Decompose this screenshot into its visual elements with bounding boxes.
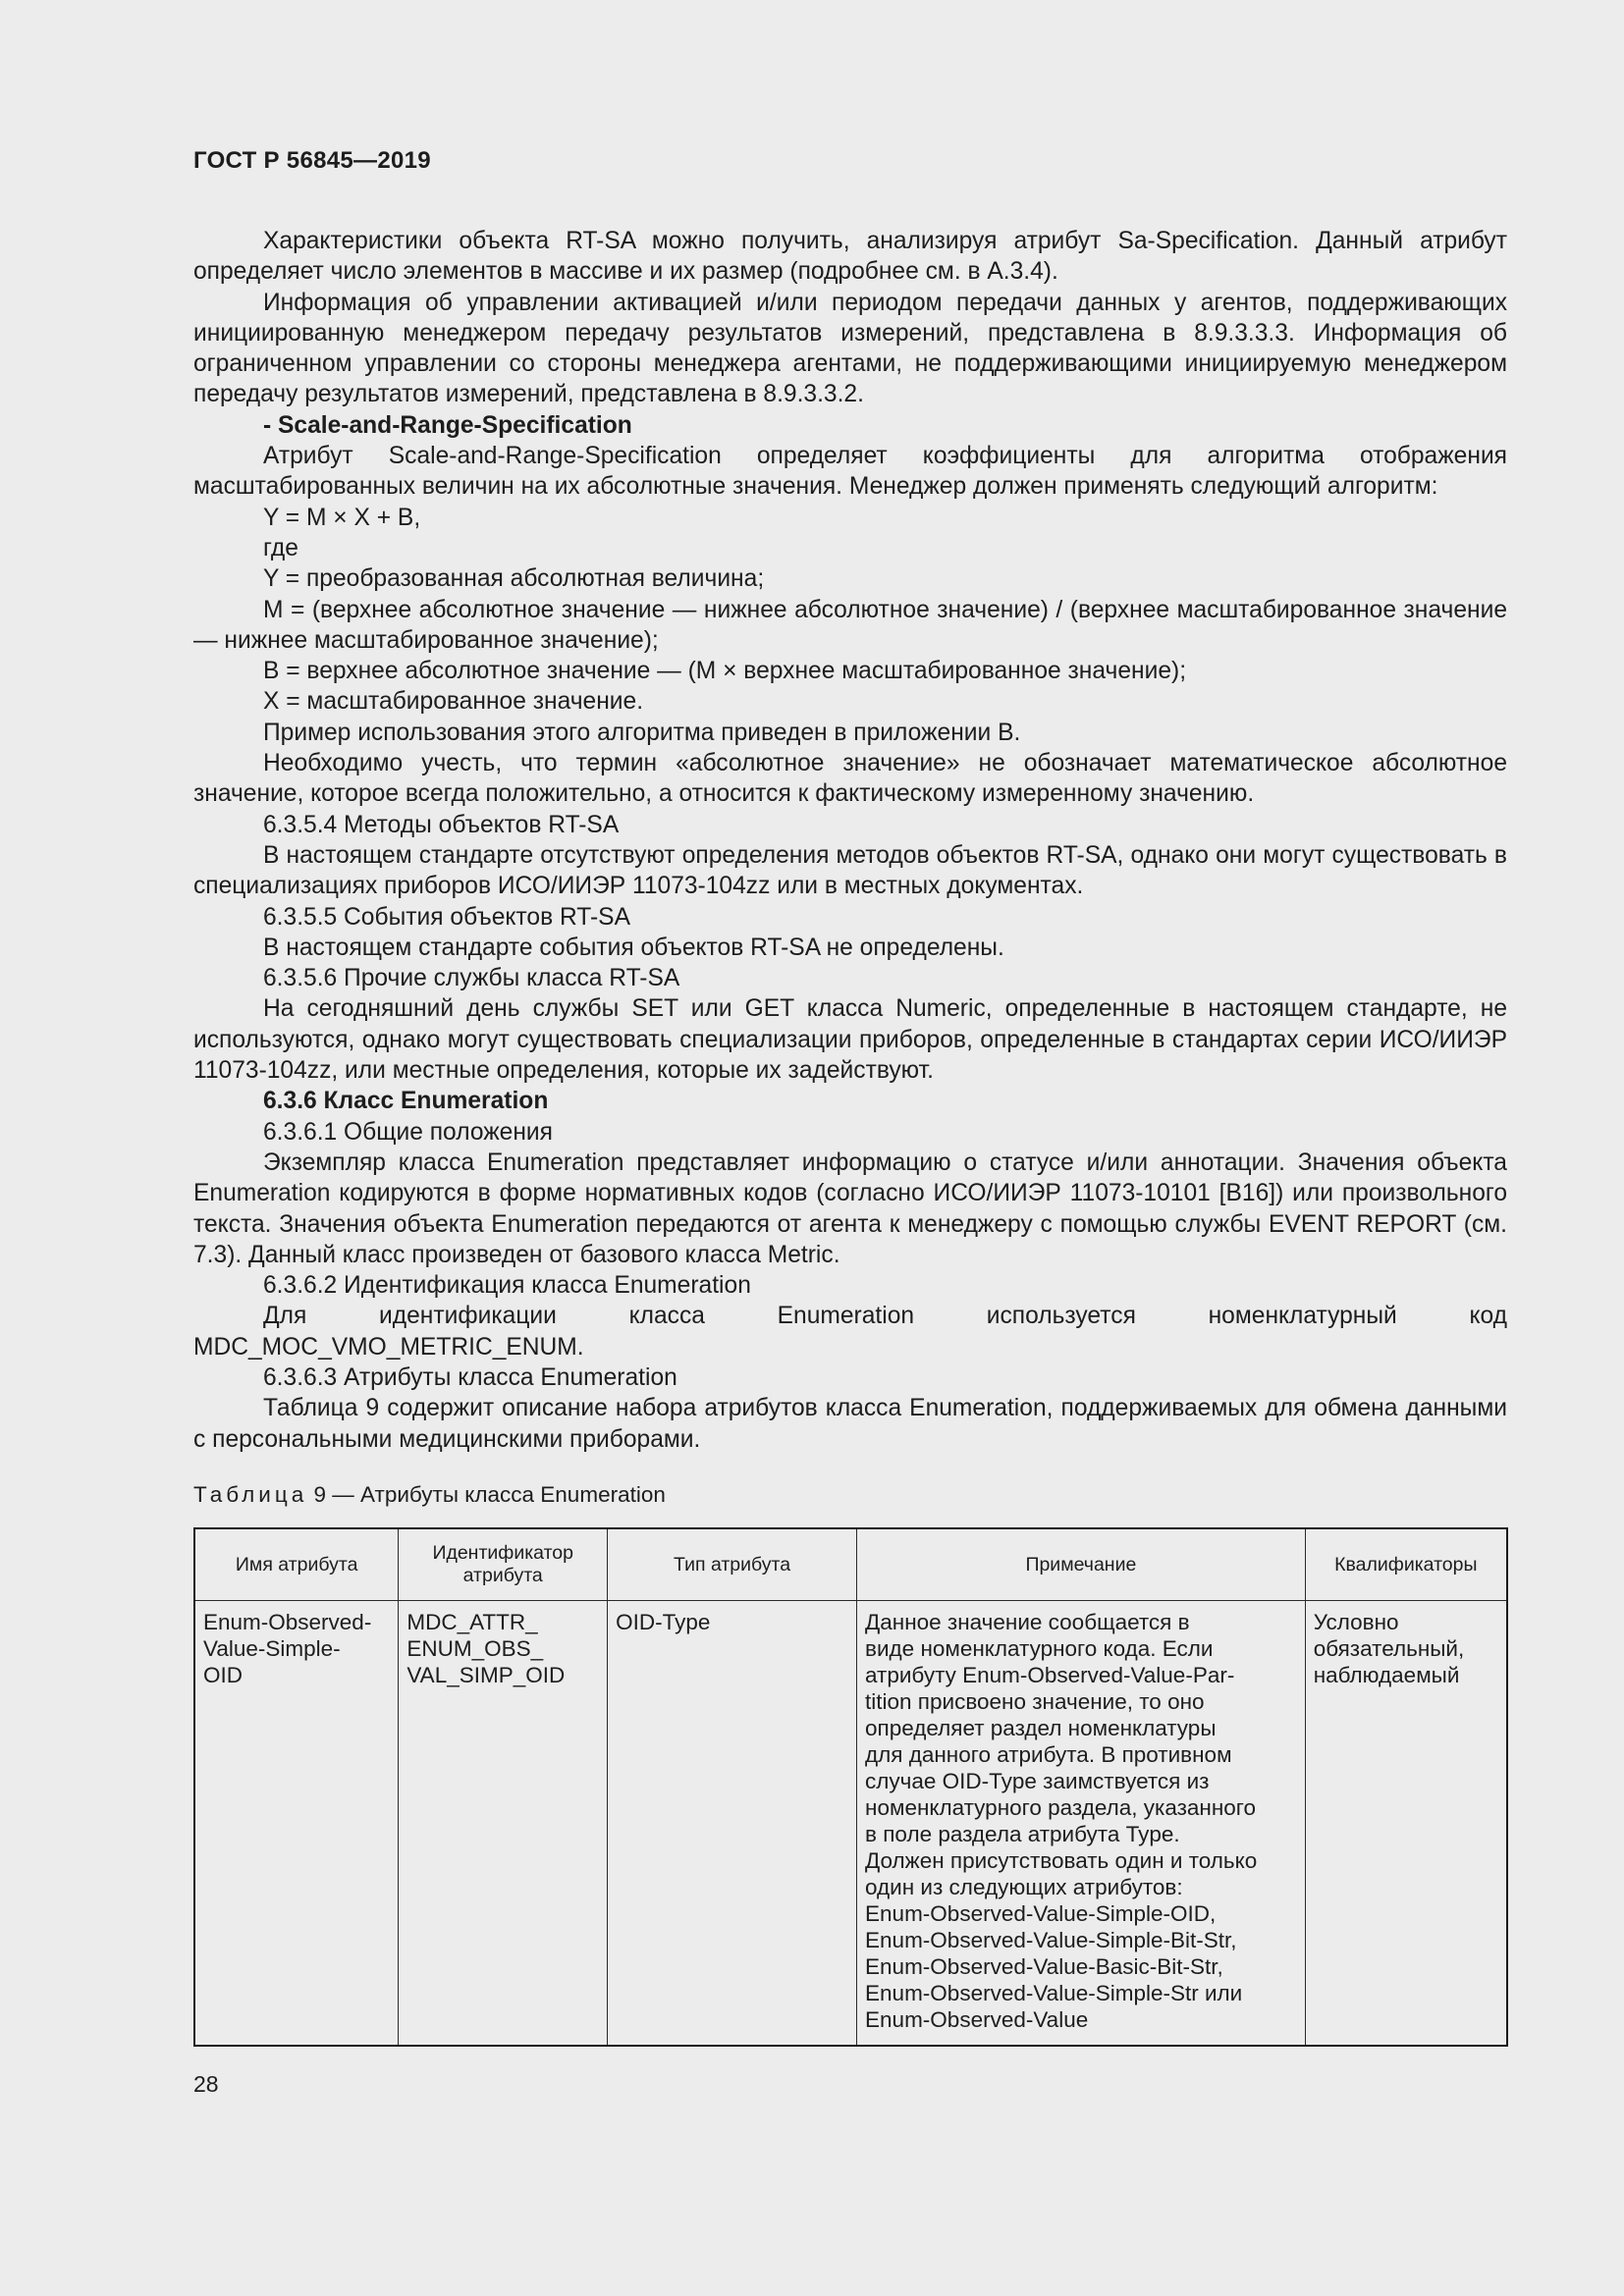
table-row xyxy=(194,1601,1507,2047)
cell-line: Условно xyxy=(1313,1610,1399,1634)
header-line: атрибута xyxy=(462,1565,543,1586)
cell-line: случае OID-Type заимствуется из xyxy=(865,1769,1210,1793)
page-header: ГОСТ Р 56845—2019 xyxy=(193,147,431,174)
cell-line: Данное значение сообщается в xyxy=(865,1610,1190,1634)
header-line: Примечание xyxy=(1025,1553,1137,1575)
table-header-cell xyxy=(1305,1528,1507,1601)
cell-line: определяет раздел номенклатуры xyxy=(865,1716,1217,1740)
cell-line: атрибуту Enum-Observed-Value-Par- xyxy=(865,1663,1235,1687)
attributes-table xyxy=(193,1527,1508,2047)
body-paragraph: Пример использования этого алгоритма приведен в приложении В. xyxy=(263,719,1021,746)
body-paragraph: В настоящем стандарте отсутствуют определения методов объектов RT-SA, однако они могут существовать в специализациях приборов ИСО/ИИЭР 11073-104zz или в местных документах. xyxy=(193,841,1507,900)
page-number: 28 xyxy=(193,2071,219,2097)
cell-line: tition присвоено значение, то оно xyxy=(865,1689,1205,1714)
header-line: Имя атрибута xyxy=(235,1553,358,1575)
body-paragraph: Информация об управлении активацией и/или периодом передачи данных у агентов, поддерживающих инициированную менеджером передачу результатов измерений, представлена в 8.9.3.3.3. Информация об ограниченном управлении со стороны менеджера агентами, не поддерживающими инициируемую менеджером передачу результатов измерений, представлена в 8.9.3.3.2. xyxy=(193,289,1507,408)
body-paragraph: Характеристики объекта RT-SA можно получить, анализируя атрибут Sa-Specification. Данный атрибут определяет число элементов в массиве и их размер (подробнее см. в А.3.4). xyxy=(193,228,1507,286)
body-paragraph: 6.3.5.6 Прочие службы класса RT-SA xyxy=(263,965,680,992)
body-paragraph: Таблица 9 содержит описание набора атрибутов класса Enumeration, поддерживаемых для обмена данными с персональными медицинскими приборами. xyxy=(193,1395,1507,1453)
table-header-cell xyxy=(399,1528,608,1601)
section-heading: - Scale-and-Range-Specification xyxy=(263,411,632,439)
table-cell xyxy=(1305,1601,1507,2047)
cell-line: номенклатурного раздела, указанного xyxy=(865,1795,1257,1820)
cell-line: Enum-Observed-Value-Basic-Bit-Str, xyxy=(865,1954,1223,1979)
table-caption xyxy=(193,1482,666,1508)
table-header-cell xyxy=(608,1528,857,1601)
cell-line: виде номенклатурного кода. Если xyxy=(865,1636,1214,1661)
body-paragraph: Y = M × X + B, xyxy=(263,504,421,531)
cell-line: Enum-Observed-Value xyxy=(865,2007,1089,2032)
body-text xyxy=(193,226,1507,1455)
cell-line: для данного атрибута. В противном xyxy=(865,1742,1232,1767)
body-paragraph: В настоящем стандарте события объектов RT-SA не определены. xyxy=(263,934,1004,961)
body-paragraph: Необходимо учесть, что термин «абсолютное значение» не обозначает математическое абсолютное значение, которое всегда положительно, а относится к фактическому измеренному значению. xyxy=(193,750,1507,808)
cell-line: Enum-Observed-Value-Simple-OID, xyxy=(865,1901,1217,1926)
cell-line: ENUM_OBS_ xyxy=(406,1636,544,1661)
body-paragraph: 6.3.5.5 События объектов RT-SA xyxy=(263,903,630,931)
header-line: Тип атрибута xyxy=(674,1553,791,1575)
table-caption-label: Таблица xyxy=(193,1482,308,1507)
table-header-cell xyxy=(194,1528,399,1601)
header-line: Идентификатор xyxy=(432,1542,573,1564)
table-cell xyxy=(608,1601,857,2047)
body-paragraph: Для идентификации класса Enumeration используется номенклатурный код MDC_MOC_VMO_METRIC_ENUM. xyxy=(193,1303,1507,1361)
cell-line: Value-Simple- xyxy=(203,1636,341,1661)
cell-line: обязательный, xyxy=(1313,1636,1465,1661)
cell-line: наблюдаемый xyxy=(1313,1663,1460,1687)
body-paragraph: X = масштабированное значение. xyxy=(263,688,644,716)
body-paragraph: B = верхнее абсолютное значение — (M × верхнее масштабированное значение); xyxy=(263,658,1187,685)
table-cell xyxy=(857,1601,1306,2047)
cell-line: VAL_SIMP_OID xyxy=(406,1663,566,1687)
body-paragraph: На сегодняшний день службы SET или GET класса Numeric, определенные в настоящем стандарте, не используются, однако могут существовать специализации приборов, определенные в стандартах серии ИСО/ИИЭР 11073-104zz, или местные определения, которые их задействуют. xyxy=(193,995,1507,1085)
body-paragraph: M = (верхнее абсолютное значение — нижнее абсолютное значение) / (верхнее масштабированное значение — нижнее масштабированное значение); xyxy=(193,596,1507,654)
table-caption-title: 9 — Атрибуты класса Enumeration xyxy=(313,1482,666,1507)
table-cell xyxy=(399,1601,608,2047)
cell-line: Должен присутствовать один и только xyxy=(865,1848,1258,1873)
body-paragraph: 6.3.6.2 Идентификация класса Enumeration xyxy=(263,1272,751,1300)
table-header-cell xyxy=(857,1528,1306,1601)
header-line: Квалификаторы xyxy=(1334,1553,1478,1575)
body-paragraph: где xyxy=(263,534,298,561)
cell-line: Enum-Observed-Value-Simple-Bit-Str, xyxy=(865,1928,1237,1952)
table-header-row xyxy=(194,1528,1507,1601)
cell-line: Enum-Observed- xyxy=(203,1610,372,1634)
cell-line: OID-Type xyxy=(616,1610,711,1634)
body-paragraph: Атрибут Scale-and-Range-Specification определяет коэффициенты для алгоритма отображения масштабированных величин на их абсолютные значения. Менеджер должен применять следующий алгоритм: xyxy=(193,443,1507,501)
body-paragraph: Экземпляр класса Enumeration представляет информацию о статусе и/или аннотации. Значения объекта Enumeration кодируются в форме нормативных кодов (согласно ИСО/ИИЭР 11073-10101 [В16]) или произвольного текста. Значения объекта Enumeration передаются от агента к менеджеру с помощью службы EVENT REPORT (см. 7.3). Данный класс произведен от базового класса Metric. xyxy=(193,1148,1507,1268)
body-paragraph: Y = преобразованная абсолютная величина; xyxy=(263,565,765,593)
section-heading: 6.3.6 Класс Enumeration xyxy=(263,1088,549,1115)
table-cell xyxy=(194,1601,399,2047)
body-paragraph: 6.3.6.1 Общие положения xyxy=(263,1118,553,1146)
body-paragraph: 6.3.6.3 Атрибуты класса Enumeration xyxy=(263,1363,677,1391)
body-paragraph: 6.3.5.4 Методы объектов RT-SA xyxy=(263,811,620,838)
cell-line: в поле раздела атрибута Type. xyxy=(865,1822,1180,1846)
cell-line: один из следующих атрибутов: xyxy=(865,1875,1183,1899)
cell-line: Enum-Observed-Value-Simple-Str или xyxy=(865,1981,1243,2005)
cell-line: OID xyxy=(203,1663,244,1687)
cell-line: MDC_ATTR_ xyxy=(406,1610,538,1634)
